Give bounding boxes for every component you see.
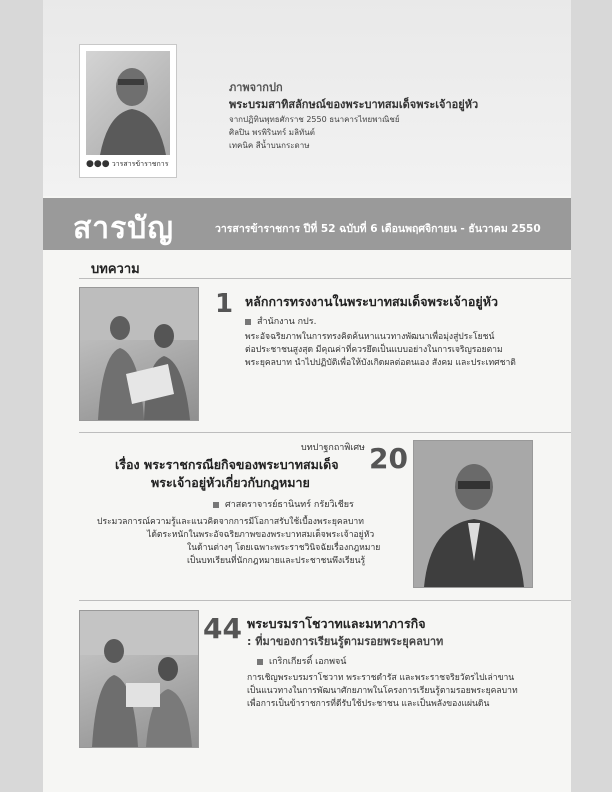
summary-line: เป็นบทเรียนที่นักกฎหมายและประชาชนพึงเรียนรู้: [187, 556, 366, 566]
section-label: บทความ: [91, 262, 140, 277]
summary-line: ได้ตระหนักในพระอัจฉริยภาพของพระบาทสมเด็จพระเจ้าอยู่หัว: [147, 530, 375, 540]
article-3-page-number: 44: [203, 612, 242, 645]
cover-logo: ●●● วารสารข้าราชการ: [86, 159, 169, 169]
article-3-author: [257, 654, 346, 668]
article-1-summary: [245, 331, 516, 370]
cover-caption-line: ศิลปิน พรพิรินทร์ มลิทันต์: [229, 128, 315, 137]
cover-caption-line: จากปฏิทินพุทธศักราช 2550 ธนาคารไทยพาณิชย์: [229, 115, 400, 124]
article-2-summary: [97, 516, 380, 568]
article-2-author-text: ศาสตราจารย์ธานินทร์ กรัยวิเชียร: [225, 500, 354, 510]
article-2-page-number: 20: [369, 442, 408, 475]
bullet-square-icon: [213, 502, 219, 508]
magazine-page: [43, 0, 571, 792]
article-3-photo: [79, 610, 199, 748]
cover-caption-line: เทคนิค สีน้ำบนกระดาษ: [229, 141, 310, 150]
article-3-summary: [247, 672, 518, 711]
article-2-kicker: บทปาฐกถาพิเศษ: [301, 443, 365, 453]
article-divider: [79, 600, 571, 601]
article-2-title-line-2[interactable]: พระเจ้าอยู่หัวเกี่ยวกับกฎหมาย: [151, 475, 310, 490]
issue-info: วารสารข้าราชการ ปีที่ 52 ฉบับที่ 6 เดือนพฤศจิกายน - ธันวาคม 2550: [215, 223, 541, 235]
summary-line: เพื่อการเป็นข้าราชการที่ดีรับใช้ประชาชน และเป็นพลังของแผ่นดิน: [247, 699, 490, 709]
summary-line: พระยุคลบาท นำไปปฏิบัติเพื่อให้บังเกิดผลต่อตนเอง สังคม และประเทศชาติ: [245, 358, 516, 368]
article-divider: [79, 432, 571, 433]
article-2-photo: [413, 440, 533, 588]
article-2-author: [213, 497, 354, 511]
article-1-author: [245, 314, 316, 328]
cover-caption-label: วารสารข้าราชการ: [111, 160, 169, 168]
cover-caption-title: พระบรมสาทิสลักษณ์ของพระบาทสมเด็จพระเจ้าอยู่หัว: [229, 98, 479, 111]
summary-line: การเชิญพระบรมราโชวาท พระราชดำรัส และพระราชจริยวัตรไปเล่าขาน: [247, 673, 515, 683]
summary-line: พระอัจฉริยภาพในการทรงคิดค้นหาแนวทางพัฒนาเพื่อมุ่งสู่ประโยชน์: [245, 332, 495, 342]
article-1-photo: [79, 287, 199, 421]
summary-line: ในด้านต่างๆ โดยเฉพาะพระราชวินิจฉัยเรื่องกฎหมาย: [187, 543, 381, 553]
article-1-author-text: สำนักงาน กปร.: [257, 317, 317, 327]
bullet-square-icon: [257, 659, 263, 665]
article-3-title[interactable]: พระบรมราโชวาทและมหาภารกิจ: [247, 616, 426, 631]
article-3-subtitle: : ที่มาของการเรียนรู้ตามรอยพระยุคลบาท: [247, 635, 444, 648]
summary-line: ต่อประชาชนสูงสุด มีคุณค่าที่ควรยึดเป็นแบบอย่างในการเจริญรอยตาม: [245, 345, 503, 355]
bullet-square-icon: [245, 319, 251, 325]
article-1-page-number: 1: [215, 289, 234, 319]
article-1-title[interactable]: หลักการทรงงานในพระบาทสมเด็จพระเจ้าอยู่หัว: [245, 294, 498, 309]
summary-line: ประมวลการณ์ความรู้และแนวคิดจากการมีโอกาสรับใช้เบื้องพระยุคลบาท: [97, 517, 364, 527]
cover-caption-heading: ภาพจากปก: [229, 81, 283, 94]
summary-line: เป็นแนวทางในการพัฒนาศักยภาพในโครงการเรียนรู้ตามรอยพระยุคลบาท: [247, 686, 518, 696]
section-divider: [79, 278, 571, 279]
article-3-author-text: เกริกเกียรติ์ เอกพจน์: [269, 657, 347, 667]
contents-title: สารบัญ: [73, 211, 174, 246]
cover-portrait-image: [86, 51, 170, 155]
cover-thumbnail: [79, 44, 177, 178]
article-2-title-line-1[interactable]: เรื่อง พระราชกรณียกิจของพระบาทสมเด็จ: [115, 457, 339, 472]
